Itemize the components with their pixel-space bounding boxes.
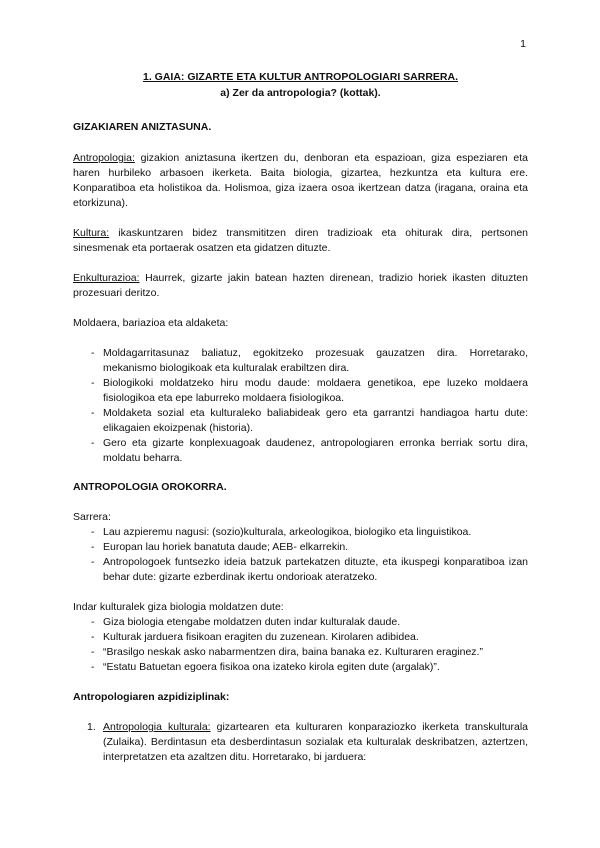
list-item: - Lau azpieremu nagusi: (sozio)kulturala, arkeologikoa, biologiko eta linguistikoa. <box>73 525 528 540</box>
paragraph-kultura <box>73 226 528 256</box>
definition-antropologia-kulturala: gizartearen eta kulturaren konparaziozko ikerketa transkulturala (Zulaika). Berdintasun eta desberdintasun sozialak eta kulturalak deskribatzen, aztertzen, interpretatzen eta azaltzen ditu. Horretarako, bi jarduera: <box>103 721 529 763</box>
term-enkulturazioa: Enkulturazioa: <box>73 272 140 284</box>
list-item: - “Brasilgo neskak asko nabarmentzen dira, baina banaka ez. Kulturaren eraginez.” <box>73 645 528 660</box>
list-item <box>73 720 528 765</box>
sarrera-list <box>73 525 528 585</box>
section-heading-azpidiziplinak: Antropologiaren azpidiziplinak: <box>73 691 230 703</box>
page-number: 1 <box>520 38 526 50</box>
term-kultura: Kultura: <box>73 227 110 239</box>
document-subtitle: a) Zer da antropologia? (kottak). <box>220 87 381 99</box>
list-item: - Moldaketa sozial eta kulturaleko baliabideak gero eta garrantzi handiagoa hartu dute: elikagaien ekoizpenak (historia). <box>73 406 528 436</box>
paragraph-enkulturazioa <box>73 271 528 301</box>
list-item: - Kulturak jarduera fisikoan eragiten du zuzenean. Kirolaren adibidea. <box>73 630 528 645</box>
paragraph-antropologia <box>73 151 528 211</box>
section-heading-orokorra: ANTROPOLOGIA OROKORRA. <box>73 481 227 493</box>
paragraph-indar-intro: Indar kulturalek giza biologia moldatzen dute: <box>73 601 284 613</box>
term-antropologia-kulturala: Antropologia kulturala: <box>103 721 211 733</box>
section-heading-aniztasuna: GIZAKIAREN ANIZTASUNA. <box>73 121 212 133</box>
term-antropologia: Antropologia: <box>73 152 135 164</box>
definition-kultura: ikaskuntzaren bidez transmititzen diren tradizioak eta ohiturak dira, pertsonen sinesmenak eta portaerak osatzen eta gidatzen dituzte. <box>73 227 528 254</box>
list-item: - Moldagarritasunaz baliatuz, egokitzeko prozesuak gauzatzen dira. Horretarako, mekanismo biologikoak eta kulturalak erabiltzen dira. <box>73 346 528 376</box>
list-item: - Biologikoki moldatzeko hiru modu daude: moldaera genetikoa, epe luzeko moldaera fisiologikoa eta epe laburreko moldaera fisiologikoa. <box>73 376 528 406</box>
document-title: 1. GAIA: GIZARTE ETA KULTUR ANTROPOLOGIARI SARRERA. <box>143 71 458 83</box>
list-item: - Gero eta gizarte konplexuagoak daudenez, antropologiaren erronka berriak sortu dira, moldatu beharra. <box>73 436 528 466</box>
list-item: - Antropologoek funtsezko ideia batzuk partekatzen dituzte, eta ikuspegi konparatiboa izan behar dute: gizarte ezberdinak ikertu ondorioak ateratzeko. <box>73 555 528 585</box>
list-item: - Giza biologia etengabe moldatzen duten indar kulturalak daude. <box>73 615 528 630</box>
list-item: - “Estatu Batuetan egoera fisikoa ona izateko kirola egiten dute (argalak)”. <box>73 660 528 675</box>
item-number: 1. <box>87 721 96 733</box>
paragraph-sarrera-intro: Sarrera: <box>73 511 111 523</box>
moldaera-list <box>73 346 528 466</box>
azpidiziplinak-list <box>73 720 528 765</box>
list-item: - Europan lau horiek banatuta daude; AEB- elkarrekin. <box>73 540 528 555</box>
definition-enkulturazioa: Haurrek, gizarte jakin batean hazten direnean, tradizio horiek ikasten dituzten prozesuari deritzo. <box>73 272 528 299</box>
page-content <box>73 70 528 765</box>
paragraph-moldaera-intro: Moldaera, bariazioa eta aldaketa: <box>73 317 229 329</box>
indar-list <box>73 615 528 675</box>
definition-antropologia: gizakion aniztasuna ikertzen du, denboran eta espazioan, giza espeziaren eta haren hurbileko arbasoen ikerketa. Baita biologia, gizartea, hezkuntza eta kultura ere. Konparatiboa eta holistikoa da. Holismoa, giza izaera osoa ikertzean datza (iragana, oraina eta etorkizuna). <box>73 152 528 209</box>
